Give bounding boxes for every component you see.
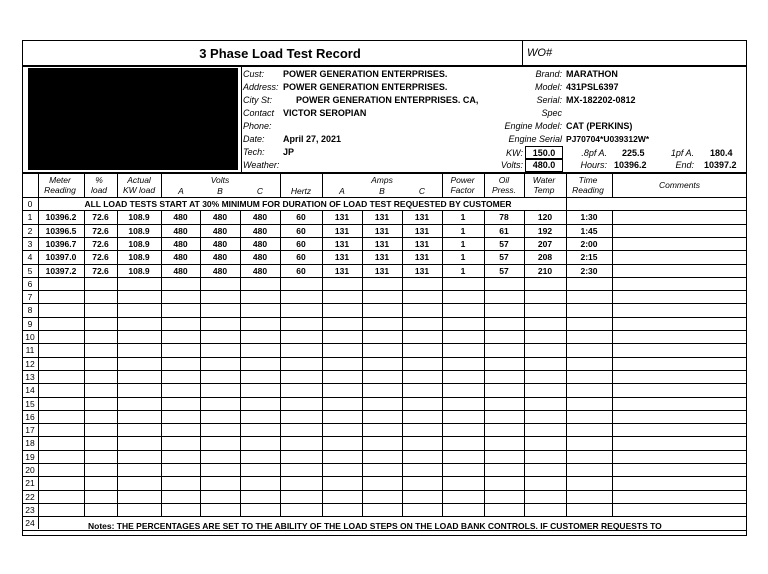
row-number: 14 <box>25 385 35 396</box>
row-line <box>22 476 747 477</box>
table-cell: 2:30 <box>580 265 598 276</box>
table-cell: 72.6 <box>92 238 109 249</box>
hours-label: Hours: <box>580 160 607 170</box>
table-cell: 108.9 <box>128 238 150 249</box>
header-water: Water <box>532 175 556 185</box>
row-number: 16 <box>25 411 35 422</box>
row-line <box>22 343 747 344</box>
table-cell: 131 <box>334 225 350 236</box>
end-value: 10397.2 <box>704 160 737 170</box>
row-line <box>22 264 747 265</box>
pf1-value: 180.4 <box>710 148 733 158</box>
row-line <box>22 357 747 358</box>
row-line <box>22 436 747 437</box>
engine-model-label: Engine Model: <box>504 121 562 131</box>
table-cell: 480 <box>173 238 188 249</box>
table-cell: 2:15 <box>580 252 598 263</box>
header-col-line <box>612 173 613 197</box>
table-cell: 131 <box>414 212 430 223</box>
hours-value: 10396.2 <box>614 160 647 170</box>
row-number: 21 <box>25 478 35 489</box>
row-number: 3 <box>27 238 33 249</box>
tech-label: Tech: <box>243 147 265 157</box>
table-cell: 131 <box>374 265 390 276</box>
table-cell: 480 <box>173 212 188 223</box>
table-cell: 60 <box>296 252 306 263</box>
header-power: Power <box>450 175 475 185</box>
row-number: 11 <box>25 345 35 356</box>
row-line <box>22 503 747 504</box>
redacted-logo <box>28 68 238 170</box>
row-line <box>22 370 747 371</box>
col-line <box>612 210 613 516</box>
table-cell: 1 <box>460 265 466 276</box>
table-cell: 108.9 <box>128 252 150 263</box>
kw-value: 150.0 <box>525 146 563 160</box>
header-actual-kw <box>117 175 161 195</box>
row-number: 13 <box>25 371 35 382</box>
header-temp: Temp <box>533 185 555 195</box>
table-cell: 108.9 <box>128 225 150 236</box>
table-cell: 10396.2 <box>45 212 77 223</box>
row-number: 6 <box>27 278 33 289</box>
header-volts: Volts <box>210 175 230 185</box>
table-cell: 108.9 <box>128 265 150 276</box>
table-cell: 480 <box>173 265 188 276</box>
row-line <box>22 290 747 291</box>
table-cell: 480 <box>173 225 188 236</box>
table-cell: 207 <box>537 238 553 249</box>
table-cell: 210 <box>537 265 553 276</box>
row-number: 9 <box>27 318 33 329</box>
serial-label: Serial: <box>536 95 562 105</box>
row-number: 17 <box>25 425 35 436</box>
header-amps-a: A <box>339 186 345 196</box>
header-col-line <box>524 173 525 197</box>
serial-value: MX-182202-0812 <box>566 95 636 105</box>
row-number: 5 <box>27 265 33 276</box>
table-cell: 10397.2 <box>45 265 77 276</box>
row-line <box>22 317 747 318</box>
row-line <box>22 516 747 517</box>
table-cell: 480 <box>212 225 228 236</box>
header-volts-c: C <box>256 186 264 196</box>
table-cell: 57 <box>499 252 509 263</box>
row-line <box>22 490 747 491</box>
cust-value: POWER GENERATION ENTERPRISES. <box>283 69 448 79</box>
table-cell: 57 <box>499 265 509 276</box>
table-cell: 78 <box>499 212 509 223</box>
header-kwload: KW load <box>122 185 156 195</box>
header-pct-load <box>84 175 114 195</box>
row0-line <box>566 197 567 210</box>
table-cell: 480 <box>173 252 188 263</box>
row-line <box>22 303 747 304</box>
row0-note: ALL LOAD TESTS START AT 30% MINIMUM FOR DURATION OF LOAD TEST REQUESTED BY CUSTOMER <box>84 199 512 209</box>
address-value: POWER GENERATION ENTERPRISES. <box>283 82 448 92</box>
header-pct: % <box>95 175 103 185</box>
engine-serial-label: Engine Serial <box>508 134 562 144</box>
table-cell: 2:00 <box>580 238 598 249</box>
table-cell: 120 <box>537 212 553 223</box>
date-value: April 27, 2021 <box>283 134 342 144</box>
row-line <box>22 197 747 198</box>
table-cell: 131 <box>334 252 350 263</box>
spec-label: Spec <box>541 108 562 118</box>
phone-label: Phone: <box>243 121 272 131</box>
header-hertz: Hertz <box>290 186 312 196</box>
row-number: 22 <box>25 491 35 502</box>
row-number: 23 <box>25 504 35 515</box>
row-line <box>22 277 747 278</box>
row-line <box>22 463 747 464</box>
row-number: 1 <box>27 212 33 223</box>
notes-text: Notes: THE PERCENTAGES ARE SET TO THE ABILITY OF THE LOAD STEPS ON THE LOAD BANK CONTROLS. IF CUSTOMER REQUESTS TO <box>88 521 662 531</box>
table-cell: 60 <box>296 238 306 249</box>
header-oil-press <box>484 175 524 195</box>
pf8-value: 225.5 <box>622 148 645 158</box>
end-label: End: <box>675 160 694 170</box>
table-cell: 131 <box>334 238 350 249</box>
model-label: Model: <box>534 82 562 92</box>
info-divider <box>241 66 242 172</box>
table-cell: 1 <box>460 252 466 263</box>
header-col-line <box>566 173 567 197</box>
header-time: Time <box>578 175 598 185</box>
table-cell: 57 <box>499 238 509 249</box>
row-line <box>22 383 747 384</box>
header-volts-a: A <box>178 186 184 196</box>
row-number: 10 <box>25 332 35 342</box>
title-divider <box>22 65 747 67</box>
table-cell: 60 <box>296 212 306 223</box>
date-label: Date: <box>243 134 265 144</box>
table-cell: 131 <box>414 238 430 249</box>
row-line <box>22 330 747 331</box>
row-number: 12 <box>25 358 35 369</box>
header-meter-reading <box>38 175 82 195</box>
table-cell: 60 <box>296 265 306 276</box>
table-cell: 131 <box>414 225 430 236</box>
row-number: 20 <box>25 465 35 475</box>
kw-label: KW: <box>506 148 523 158</box>
volts-label: Volts: <box>500 160 523 170</box>
table-cell: 480 <box>252 238 268 249</box>
header-amps-b: B <box>379 186 385 196</box>
table-cell: 61 <box>499 225 509 236</box>
pf8-label: .8pf A. <box>581 148 607 158</box>
table-cell: 480 <box>212 212 228 223</box>
row-line <box>22 410 747 411</box>
header-col-line <box>322 173 323 197</box>
table-cell: 480 <box>252 212 268 223</box>
header-power-factor <box>442 175 483 195</box>
row-line <box>22 397 747 398</box>
contact-label: Contact <box>243 108 275 118</box>
row-number: 0 <box>27 199 33 209</box>
model-value: 431PSL6397 <box>566 82 619 92</box>
header-col-line <box>484 173 485 197</box>
table-cell: 131 <box>334 265 350 276</box>
table-cell: 10397.0 <box>45 252 77 263</box>
table-cell: 108.9 <box>128 212 150 223</box>
table-cell: 131 <box>374 238 390 249</box>
table-cell: 131 <box>414 265 430 276</box>
tech-value: JP <box>283 147 295 157</box>
table-cell: 72.6 <box>92 265 109 276</box>
row-number: 2 <box>27 225 33 236</box>
table-cell: 1:45 <box>580 225 598 236</box>
engine-model-value: CAT (PERKINS) <box>566 121 633 131</box>
city-value: POWER GENERATION ENTERPRISES. CA, <box>296 95 479 105</box>
table-cell: 1 <box>460 225 466 236</box>
city-label: City St: <box>243 95 273 105</box>
table-cell: 480 <box>252 265 268 276</box>
brand-value: MARATHON <box>566 69 618 79</box>
row-line <box>22 210 747 211</box>
row-line <box>22 450 747 451</box>
weather-label: Weather: <box>243 160 280 170</box>
header-col-line <box>117 173 118 197</box>
table-cell: 60 <box>296 225 306 236</box>
header-amps: Amps <box>371 175 393 185</box>
form-title: 3 Phase Load Test Record <box>199 46 361 61</box>
row-number: 7 <box>27 292 33 303</box>
contact-value: VICTOR SEROPIAN <box>283 108 367 118</box>
brand-label: Brand: <box>535 69 562 79</box>
table-cell: 480 <box>252 252 268 263</box>
row-number: 24 <box>25 518 35 529</box>
row-line <box>22 224 747 225</box>
table-cell: 131 <box>414 252 430 263</box>
table-cell: 208 <box>537 252 553 263</box>
table-cell: 72.6 <box>92 212 109 223</box>
header-col-line <box>84 173 85 197</box>
engine-serial-value: PJ70704*U039312W* <box>566 134 650 144</box>
header-water-temp <box>524 175 564 195</box>
row-line <box>22 237 747 238</box>
pf1-label: 1pf A. <box>670 148 694 158</box>
row-number: 4 <box>27 252 33 263</box>
cust-label: Cust: <box>243 69 265 79</box>
row-number: 18 <box>25 438 35 449</box>
header-comments: Comments <box>658 180 701 190</box>
table-cell: 131 <box>374 212 390 223</box>
table-cell: 192 <box>537 225 553 236</box>
row-number: 15 <box>25 398 35 409</box>
header-col-line <box>280 173 281 197</box>
row-line <box>22 423 747 424</box>
row-number: 19 <box>25 451 35 462</box>
table-cell: 131 <box>334 212 350 223</box>
table-cell: 72.6 <box>92 252 109 263</box>
table-cell: 480 <box>252 225 268 236</box>
volts-value: 480.0 <box>525 158 563 172</box>
table-cell: 72.6 <box>92 225 109 236</box>
header-press: Press. <box>491 185 517 195</box>
header-oil: Oil <box>498 175 510 185</box>
rownum-line <box>38 516 39 529</box>
header-reading: Reading <box>44 185 76 195</box>
header-meter: Meter <box>49 175 71 185</box>
row-number: 8 <box>27 305 33 316</box>
table-cell: 480 <box>212 265 228 276</box>
header-time-reading-label: Reading <box>572 185 604 195</box>
header-amps-c: C <box>418 186 426 196</box>
header-time-reading <box>566 175 610 195</box>
title-wo-divider <box>522 40 523 66</box>
table-cell: 131 <box>374 252 390 263</box>
table-cell: 1:30 <box>580 212 598 223</box>
header-volts-b: B <box>217 186 223 196</box>
header-col-line <box>38 173 39 197</box>
wo-label: WO# <box>527 47 553 59</box>
table-cell: 131 <box>374 225 390 236</box>
table-top-line <box>22 172 747 174</box>
table-cell: 10396.5 <box>45 225 77 236</box>
table-cell: 1 <box>460 212 466 223</box>
table-cell: 480 <box>212 238 228 249</box>
table-cell: 10396.7 <box>45 238 77 249</box>
address-label: Address: <box>243 82 279 92</box>
header-actual: Actual <box>127 175 151 185</box>
table-cell: 1 <box>460 238 466 249</box>
row-line <box>22 250 747 251</box>
table-cell: 480 <box>212 252 228 263</box>
header-factor: Factor <box>450 185 475 195</box>
header-col-line <box>161 173 162 197</box>
header-load: load <box>90 185 108 195</box>
header-col-line <box>442 173 443 197</box>
